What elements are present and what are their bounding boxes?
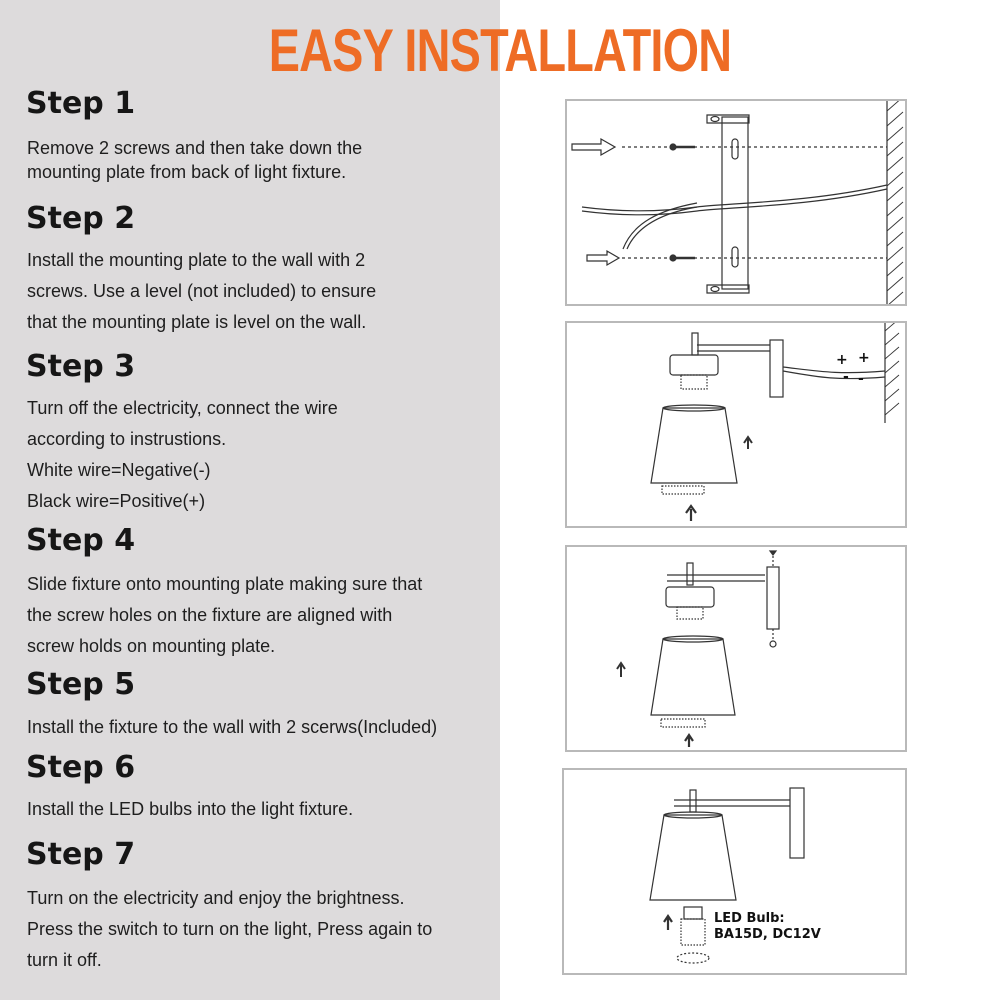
step-6-line: Install the LED bulbs into the light fixture. — [27, 799, 354, 819]
step-4-text — [27, 569, 422, 662]
step-5-heading: Step 5 — [26, 667, 136, 702]
lamp-shade — [651, 639, 735, 715]
step-3-line: White wire=Negative(-) — [27, 460, 211, 480]
step-3-line: Turn off the electricity, connect the wire — [27, 398, 338, 418]
step-2-line: screws. Use a level (not included) to ensure — [27, 281, 377, 301]
wire-connection-diagram — [565, 321, 907, 528]
step-6-heading: Step 6 — [26, 750, 136, 785]
minus-sign: - — [843, 369, 849, 385]
lamp-shade — [650, 815, 736, 900]
step-4-line: screw holds on mounting plate. — [27, 636, 276, 656]
led-bulb-base — [684, 907, 702, 919]
led-bulb-body — [681, 919, 705, 945]
socket-cup — [670, 355, 718, 375]
step-1-line: mounting plate from back of light fixture. — [27, 162, 347, 182]
step-5-line: Install the fixture to the wall with 2 scerws(Included) — [27, 717, 438, 737]
wall-plate — [770, 340, 783, 397]
step-7-text — [27, 883, 432, 976]
plus-sign: + — [836, 352, 848, 368]
step-1-text — [27, 136, 362, 184]
wall-plate — [767, 567, 779, 629]
step-3-line: according to instrustions. — [27, 429, 227, 449]
step-2-line: that the mounting plate is level on the wall. — [27, 312, 367, 332]
led-bulb-illustration — [564, 770, 905, 973]
wall-hatch — [887, 101, 903, 304]
step-2-heading: Step 2 — [26, 201, 136, 236]
step-1-line: Remove 2 screws and then take down the — [27, 138, 363, 158]
plus-sign: + — [858, 350, 870, 366]
bulb-label-title: LED Bulb: — [714, 911, 785, 926]
step-5-text — [27, 715, 437, 739]
step-4-heading: Step 4 — [26, 523, 136, 558]
wire-polarity-signs — [836, 350, 870, 387]
step-3-text — [27, 393, 338, 517]
step-7-line: turn it off. — [27, 950, 102, 970]
wall-plate — [790, 788, 804, 858]
step-4-line: Slide fixture onto mounting plate making sure that — [27, 574, 423, 594]
slide-fixture-diagram — [565, 545, 907, 752]
step-6-text — [27, 797, 353, 821]
mounting-plate-illustration — [567, 101, 905, 304]
lamp-shade — [651, 408, 737, 483]
slide-fixture-illustration — [567, 547, 905, 750]
step-7-line: Press the switch to turn on the light, Press again to — [27, 919, 433, 939]
wire-connection-illustration — [567, 323, 905, 526]
minus-sign: - — [858, 371, 864, 387]
step-1-heading: Step 1 — [26, 86, 136, 121]
step-3-heading: Step 3 — [26, 349, 136, 384]
step-4-line: the screw holes on the fixture are aligned with — [27, 605, 393, 625]
bulb-label-spec: BA15D, DC12V — [714, 927, 821, 942]
step-2-text — [27, 245, 376, 338]
led-bulb-diagram — [562, 768, 907, 975]
page-title: EASY INSTALLATION — [268, 17, 732, 84]
step-2-line: Install the mounting plate to the wall with 2 — [27, 250, 366, 270]
step-3-line: Black wire=Positive(+) — [27, 491, 206, 511]
step-7-heading: Step 7 — [26, 837, 136, 872]
step-7-line: Turn on the electricity and enjoy the brightness. — [27, 888, 405, 908]
mounting-plate-diagram — [565, 99, 907, 306]
